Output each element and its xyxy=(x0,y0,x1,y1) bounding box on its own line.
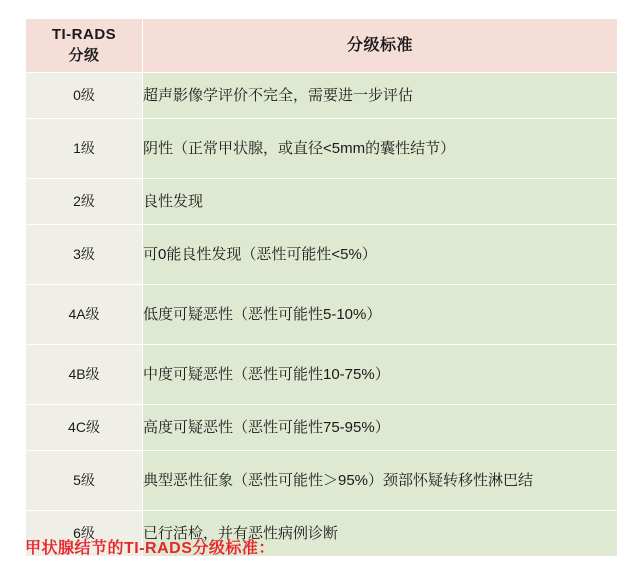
grade-value: 6级 xyxy=(26,511,143,557)
grade-value: 3级 xyxy=(26,225,143,285)
column-header-grade-line2: 分级 xyxy=(68,46,100,64)
table-row xyxy=(26,345,618,405)
table-header-row xyxy=(26,19,618,73)
table-row xyxy=(26,73,618,119)
criteria-value: 可0能良性发现（恶性可能性<5%） xyxy=(143,225,618,285)
table-row xyxy=(26,451,618,511)
column-header-criteria: 分级标准 xyxy=(143,19,618,73)
column-header-grade xyxy=(26,19,143,73)
column-header-grade-line1: TI-RADS xyxy=(51,26,117,44)
table-caption: 甲状腺结节的TI-RADS分级标准： xyxy=(25,540,275,557)
table-header xyxy=(26,19,618,73)
criteria-value: 低度可疑恶性（恶性可能性5-10%） xyxy=(143,285,618,345)
table-row xyxy=(26,405,618,451)
criteria-value: 中度可疑恶性（恶性可能性10-75%） xyxy=(143,345,618,405)
criteria-value: 高度可疑恶性（恶性可能性75-95%） xyxy=(143,405,618,451)
criteria-value: 良性发现 xyxy=(143,179,618,225)
grade-value: 4C级 xyxy=(26,405,143,451)
table-row xyxy=(26,225,618,285)
tirads-table-container xyxy=(25,18,617,557)
grade-value: 4A级 xyxy=(26,285,143,345)
table-row xyxy=(26,285,618,345)
criteria-value: 典型恶性征象（恶性可能性＞95%）颈部怀疑转移性淋巴结 xyxy=(143,451,618,511)
criteria-value: 阴性（正常甲状腺，或直径<5mm的囊性结节） xyxy=(143,119,618,179)
tirads-table xyxy=(25,18,618,557)
grade-value: 5级 xyxy=(26,451,143,511)
table-body xyxy=(26,73,618,557)
grade-value: 4B级 xyxy=(26,345,143,405)
grade-value: 1级 xyxy=(26,119,143,179)
criteria-value: 已行活检，并有恶性病例诊断 xyxy=(143,511,618,557)
criteria-value: 超声影像学评价不完全，需要进一步评估 xyxy=(143,73,618,119)
table-row xyxy=(26,179,618,225)
grade-value: 2级 xyxy=(26,179,143,225)
table-row xyxy=(26,119,618,179)
grade-value: 0级 xyxy=(26,73,143,119)
